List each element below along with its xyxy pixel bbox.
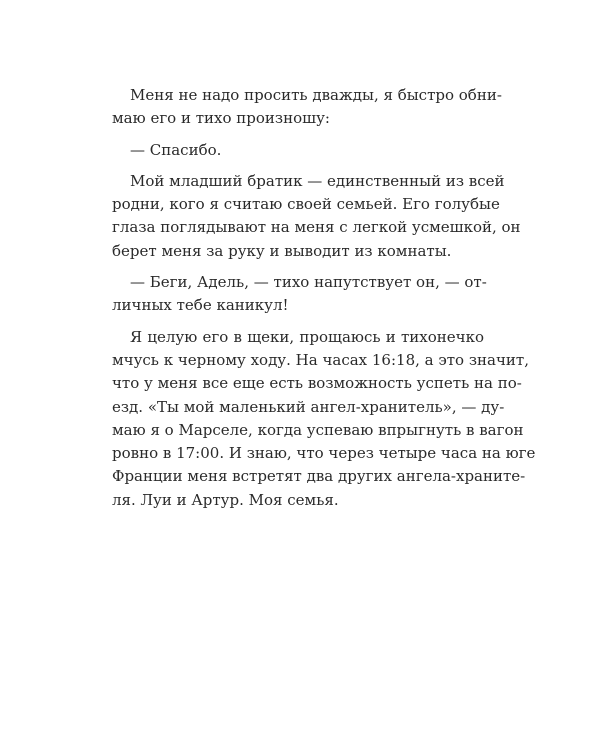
text-line: ровно в 17:00. И знаю, что через четыре часа на юге <box>112 444 536 463</box>
text-line: ля. Луи и Артур. Моя семья. <box>112 490 339 509</box>
text-line: Мой младший братик — единственный из всей <box>130 171 505 190</box>
text-line: — Спасибо. <box>130 140 222 159</box>
body-text <box>112 84 536 512</box>
text-line: берет меня за руку и выводит из комнаты. <box>112 241 452 260</box>
text-line: Меня не надо просить дважды, я быстро обни- <box>130 86 502 104</box>
text-line: что у меня все еще есть возможность успеть на по- <box>112 374 522 393</box>
text-line: маю его и тихо произношу: <box>112 109 330 128</box>
paragraph <box>112 170 521 263</box>
paragraph <box>112 326 536 512</box>
text-line: езд. «Ты мой маленький ангел-хранитель», — ду- <box>112 397 505 416</box>
paragraph <box>112 271 487 318</box>
text-line: Я целую его в щеки, прощаюсь и тихонечко <box>130 327 484 346</box>
text-line: мчусь к черному ходу. На часах 16:18, а это значит, <box>112 350 529 369</box>
paragraph <box>112 84 502 131</box>
text-line: личных тебе каникул! <box>112 296 289 315</box>
paragraph <box>112 139 484 162</box>
text-line: глаза поглядывают на меня с легкой усмешкой, он <box>112 218 521 237</box>
text-line: маю я о Марселе, когда успеваю впрыгнуть в вагон <box>112 420 524 439</box>
text-line: родни, кого я считаю своей семьей. Его голубые <box>112 195 500 214</box>
text-line: — Беги, Адель, — тихо напутствует он, — от- <box>130 273 487 292</box>
text-line: Франции меня встретят два других ангела-храните- <box>112 467 526 486</box>
